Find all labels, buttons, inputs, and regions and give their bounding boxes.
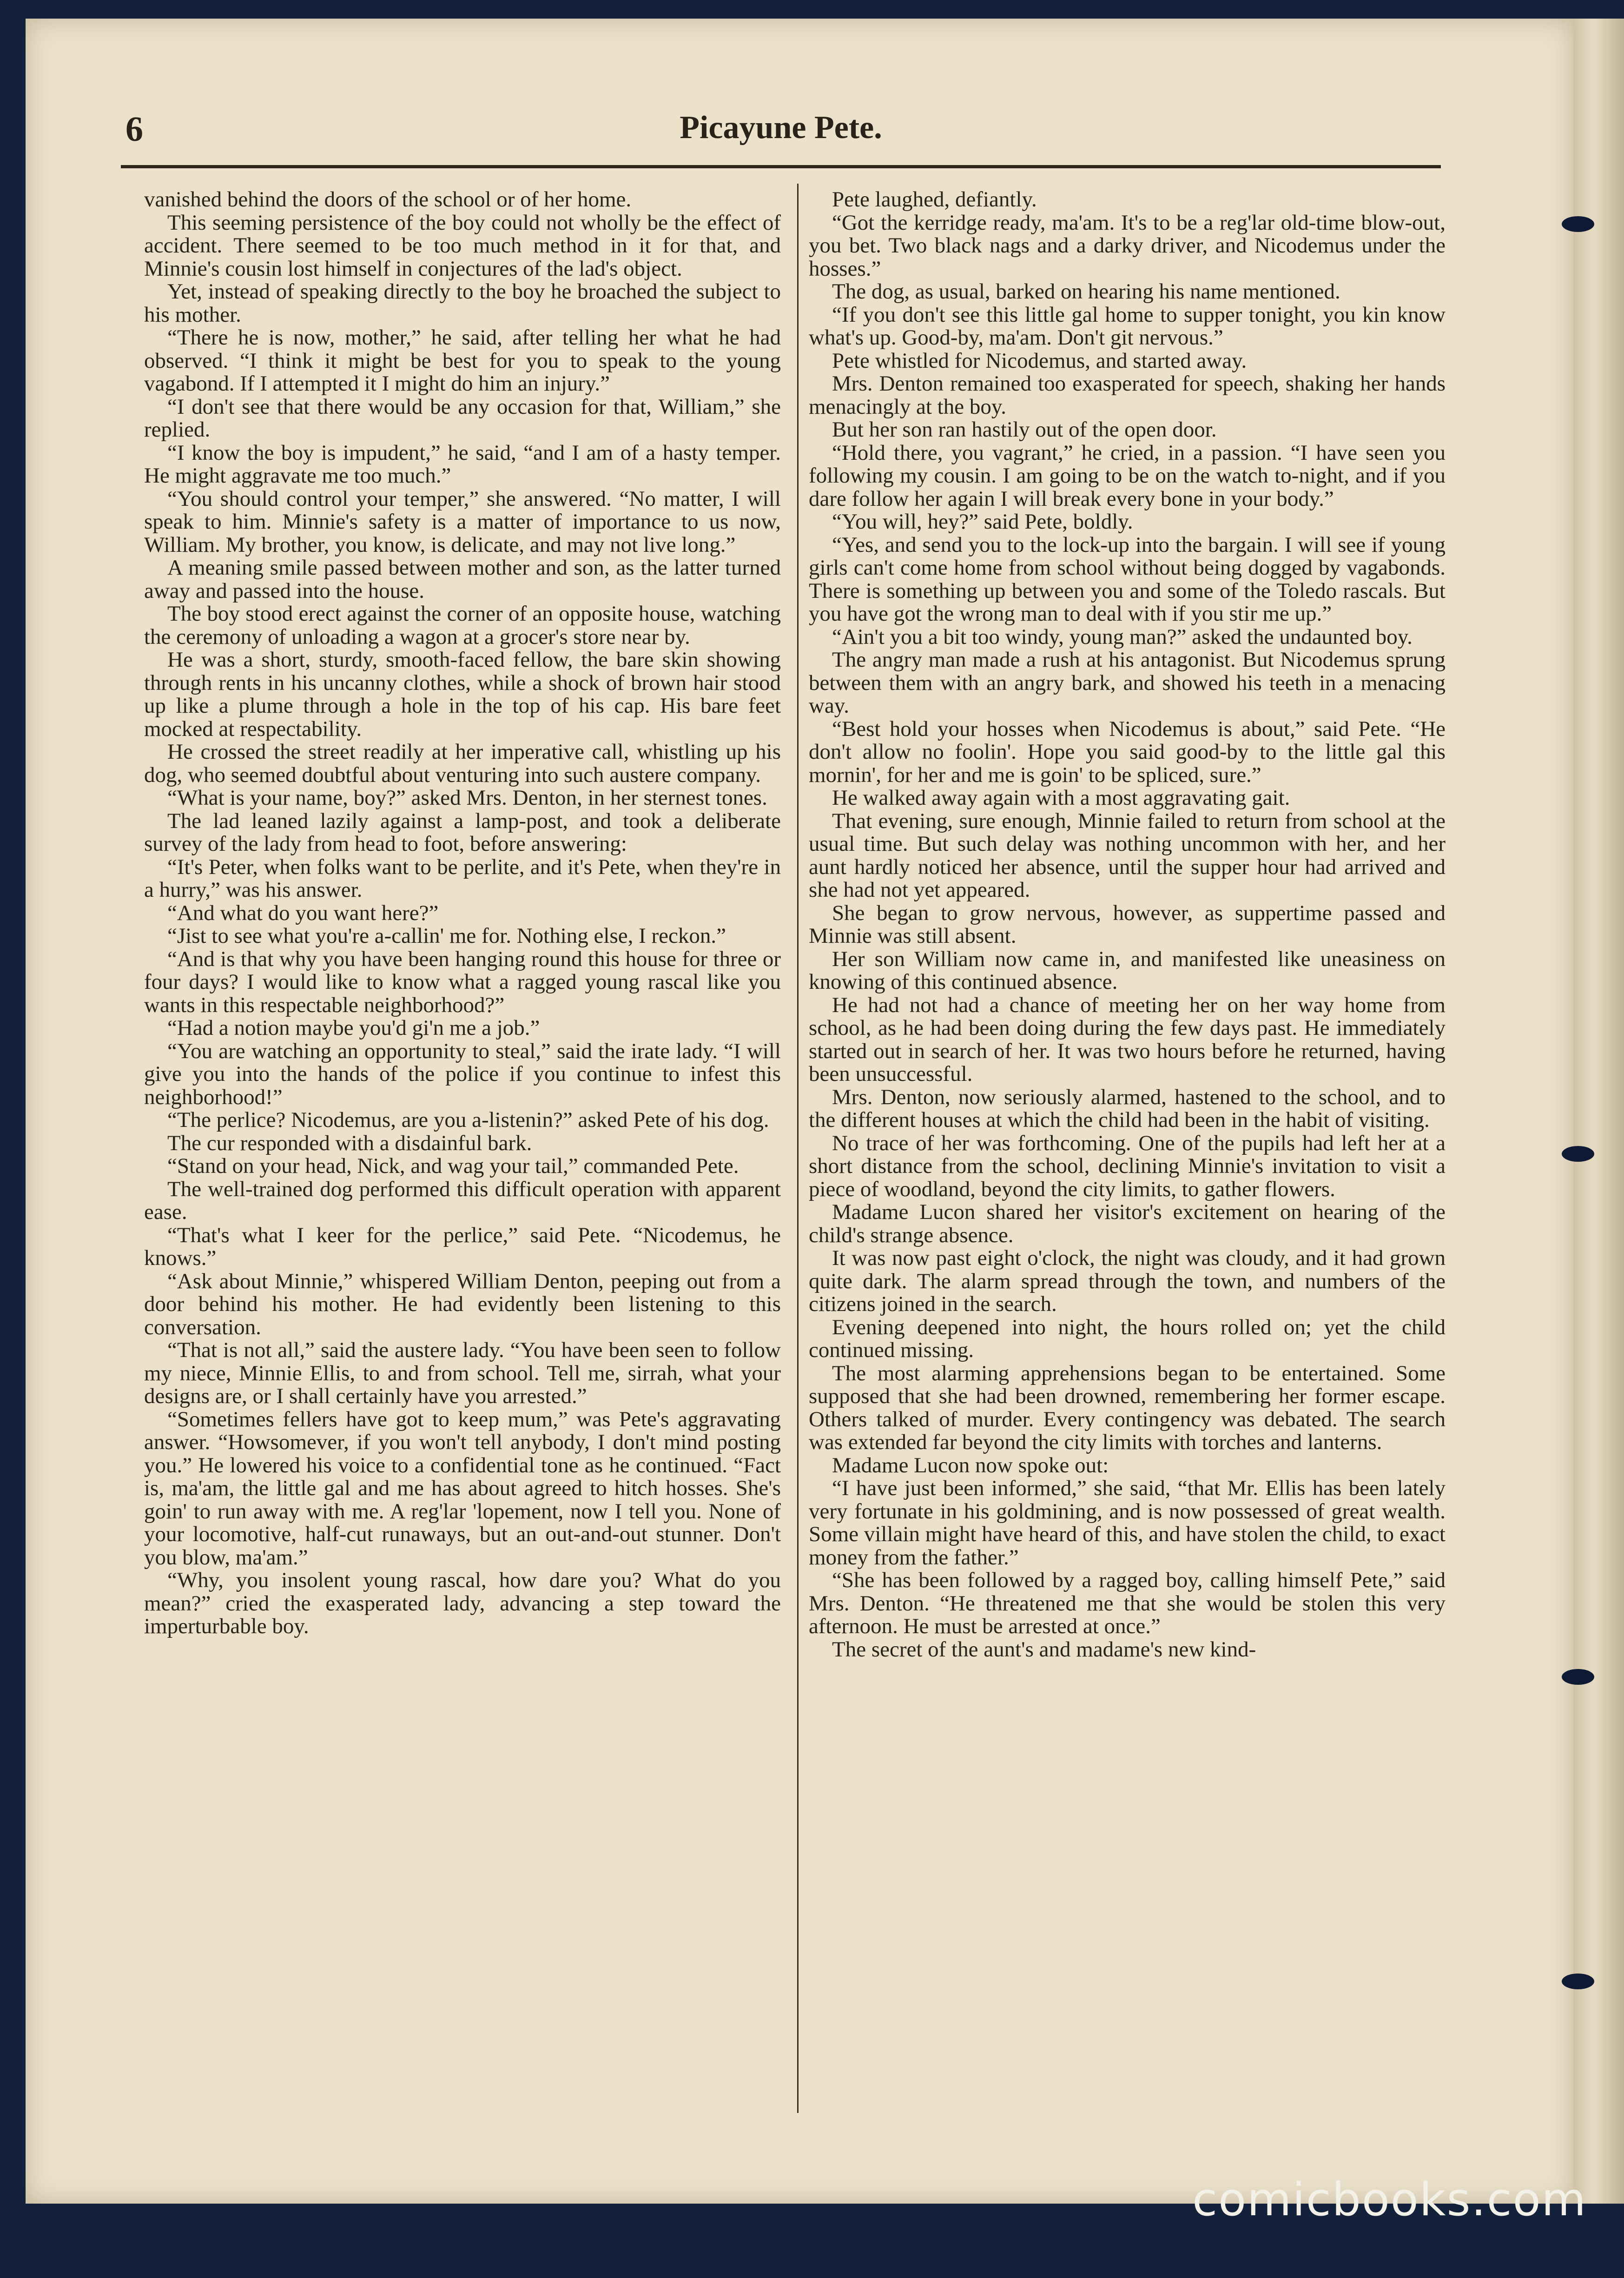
paragraph: That evening, sure enough, Minnie failed to return from school at the usual time. But such delay was nothing uncommon with her, and her aunt hardly noticed her absence, until the supper hour had arrived and she had not yet appeared. (809, 808, 1446, 902)
paragraph: But her son ran hastily out of the open door. (832, 417, 1217, 442)
paragraph: The angry man made a rush at his antagonist. But Nicodemus sprung between them with an angry bark, and showed his teeth in a menacing way. (809, 648, 1446, 718)
paragraph: Mrs. Denton remained too exasperated for speech, shaking her hands menacingly at the boy. (809, 371, 1446, 419)
paragraph: The cur responded with a disdainful bark. (167, 1131, 532, 1155)
paragraph: It was now past eight o'clock, the night was cloudy, and it had grown quite dark. The alarm spread through the town, and numbers of the citizens joined in the search. (809, 1246, 1446, 1316)
paragraph: “She has been followed by a ragged boy, calling himself Pete,” said Mrs. Denton. “He threatened me that she would be stolen this very afternoon. He must be arrested at once.” (809, 1568, 1446, 1638)
paragraph: He had not had a chance of meeting her on her way home from school, as he had been doing during the few days past. He immediately started out in search of her. It was two hours before he returned, having been unsuccessful. (809, 993, 1446, 1086)
paragraph: The lad leaned lazily against a lamp-post, and took a deliberate survey of the lady from head to foot, before answering: (144, 808, 781, 856)
left-column (144, 188, 781, 1638)
paragraph: No trace of her was forthcoming. One of the pupils had left her at a short distance from the school, declining Minnie's invitation to visit a piece of woodland, beyond the city limits, to gather flowers. (809, 1131, 1446, 1201)
paragraph: Pete whistled for Nicodemus, and started away. (832, 348, 1247, 373)
paragraph: The well-trained dog performed this difficult operation with apparent ease. (144, 1177, 781, 1224)
paragraph: He crossed the street readily at her imperative call, whistling up his dog, who seemed doubtful about venturing into such austere company. (144, 740, 781, 787)
site-watermark: comicbooks.com (1192, 2173, 1587, 2226)
paragraph: Mrs. Denton, now seriously alarmed, hastened to the school, and to the different houses at which the child had been in the habit of visiting. (809, 1085, 1446, 1132)
paragraph: A meaning smile passed between mother and son, as the latter turned away and passed into the house. (144, 556, 781, 603)
paragraph: “Stand on your head, Nick, and wag your tail,” commanded Pete. (167, 1154, 739, 1178)
paragraph: “Best hold your hosses when Nicodemus is about,” said Pete. “He don't allow no foolin'. Hope you said good-by to the little gal this mornin', for her and me is goin' to be spliced, sure.” (809, 716, 1446, 787)
paragraph: She began to grow nervous, however, as suppertime passed and Minnie was still absent. (809, 901, 1446, 948)
paragraph: “It's Peter, when folks want to be perlite, and it's Pete, when they're in a hurry,” was his answer. (144, 854, 781, 902)
running-title: Picayune Pete. (680, 110, 882, 146)
paragraph: “Ain't you a bit too windy, young man?” asked the undaunted boy. (832, 624, 1413, 649)
paragraph: “That's what I keer for the perlice,” said Pete. “Nicodemus, he knows.” (144, 1223, 781, 1270)
paragraph: “And what do you want here?” (167, 901, 439, 925)
paragraph: “Yes, and send you to the lock-up into the bargain. I will see if young girls can't come home from school without being dogged by vagabonds. There is something up between you and some of the Toledo rascals. But you have got the wrong man to deal with if you stir me up.” (809, 532, 1446, 626)
paragraph: The secret of the aunt's and madame's new kind- (832, 1637, 1256, 1662)
paragraph: “And is that why you have been hanging round this house for three or four days? I would like to know what a ragged young rascal like you wants in this respectable neighborhood?” (144, 947, 781, 1017)
paragraph: “You are watching an opportunity to steal,” said the irate lady. “I will give you into the hands of the police if you continue to infest this neighborhood!” (144, 1039, 781, 1109)
paragraph: The most alarming apprehensions began to be entertained. Some supposed that she had been drowned, remembering her former escape. Others talked of murder. Every contingency was debated. The search was extended far beyond the city limits with torches and lanterns. (809, 1361, 1446, 1454)
paragraph: “I have just been informed,” she said, “that Mr. Ellis has been lately very fortunate in his goldmining, and is now possessed of great wealth. Some villain might have heard of this, and have stolen the child, to exact money from the father.” (809, 1476, 1446, 1569)
paragraph: “Had a notion maybe you'd gi'n me a job.” (167, 1016, 540, 1040)
paragraph: He was a short, sturdy, smooth-faced fellow, the bare skin showing through rents in his uncanny clothes, while a shock of brown hair stood up like a plume through a hole in the top of his cap. His bare feet mocked at respectability. (144, 648, 781, 741)
paragraph: Pete laughed, defiantly. (832, 187, 1037, 212)
paragraph: “You will, hey?” said Pete, boldly. (832, 510, 1133, 534)
binding-staple (1562, 1973, 1594, 1989)
page-binding-edge (1573, 19, 1624, 2204)
right-column (809, 188, 1446, 1661)
binding-staple (1562, 1669, 1594, 1685)
page-number: 6 (125, 110, 143, 149)
paragraph: “Sometimes fellers have got to keep mum,” was Pete's aggravating answer. “Howsomever, if you won't tell anybody, I don't mind posting you.” He lowered his voice to a confidential tone as he continued. “Fact is, ma'am, the little gal and me has about agreed to hitch hosses. She's goin' to run away with me. A reg'lar 'lopement, now I tell you. None of your locomotive, half-cut runaways, but an out-and-out stunner. Don't you blow, ma'am.” (144, 1407, 781, 1569)
paragraph: “There he is now, mother,” he said, after telling her what he had observed. “I think it might be best for you to speak to the young vagabond. If I attempted it I might do him an injury.” (144, 325, 781, 396)
paragraph: “Got the kerridge ready, ma'am. It's to be a reg'lar old-time blow-out, you bet. Two black nags and a darky driver, and Nicodemus under the hosses.” (809, 210, 1446, 281)
paragraph: “I don't see that there would be any occasion for that, William,” she replied. (144, 394, 781, 442)
paragraph: Evening deepened into night, the hours rolled on; yet the child continued missing. (809, 1315, 1446, 1362)
paragraph: vanished behind the doors of the school or of her home. (144, 187, 632, 212)
page-header (116, 107, 1446, 158)
paragraph: Madame Lucon shared her visitor's excitement on hearing of the child's strange absence. (809, 1200, 1446, 1247)
binding-staple (1562, 1146, 1594, 1162)
header-rule (121, 165, 1441, 168)
paragraph: “What is your name, boy?” asked Mrs. Denton, in her sternest tones. (167, 786, 767, 810)
paragraph: The dog, as usual, barked on hearing his name mentioned. (832, 279, 1340, 304)
paragraph: “Jist to see what you're a-callin' me for. Nothing else, I reckon.” (167, 924, 726, 948)
paragraph: Yet, instead of speaking directly to the boy he broached the subject to his mother. (144, 279, 781, 327)
paragraph: “That is not all,” said the austere lady. “You have been seen to follow my niece, Minnie Ellis, to and from school. Tell me, sirrah, what your designs are, or I shall certainly have you arrested.” (144, 1338, 781, 1408)
paragraph: “Hold there, you vagrant,” he cried, in a passion. “I have seen you following my cousin. I am going to be on the watch to-night, and if you dare follow her again I will break every bone in your body.” (809, 440, 1446, 511)
paragraph: Her son William now came in, and manifested like uneasiness on knowing of this continued absence. (809, 947, 1446, 994)
binding-staple (1562, 216, 1594, 232)
paragraph: “You should control your temper,” she answered. “No matter, I will speak to him. Minnie's safety is a matter of importance to us now, William. My brother, you know, is delicate, and may not live long.” (144, 486, 781, 557)
paragraph: “Why, you insolent young rascal, how dare you? What do you mean?” cried the exasperated lady, advancing a step toward the imperturbable boy. (144, 1568, 781, 1638)
paragraph: He walked away again with a most aggravating gait. (832, 786, 1290, 810)
paragraph: Madame Lucon now spoke out: (832, 1453, 1109, 1477)
paragraph: The boy stood erect against the corner of an opposite house, watching the ceremony of unloading a wagon at a grocer's store near by. (144, 602, 781, 649)
paragraph: “The perlice? Nicodemus, are you a-listenin?” asked Pete of his dog. (167, 1108, 769, 1132)
paragraph: “Ask about Minnie,” whispered William Denton, peeping out from a door behind his mother. He had evidently been listening to this conversation. (144, 1269, 781, 1339)
column-divider (797, 184, 799, 2113)
paragraph: This seeming persistence of the boy could not wholly be the effect of accident. There seemed to be too much method in it for that, and Minnie's cousin lost himself in conjectures of the lad's object. (144, 210, 781, 281)
paragraph: “I know the boy is impudent,” he said, “and I am of a hasty temper. He might aggravate me too much.” (144, 440, 781, 488)
paragraph: “If you don't see this little gal home to supper tonight, you kin know what's up. Good-by, ma'am. Don't git nervous.” (809, 302, 1446, 350)
